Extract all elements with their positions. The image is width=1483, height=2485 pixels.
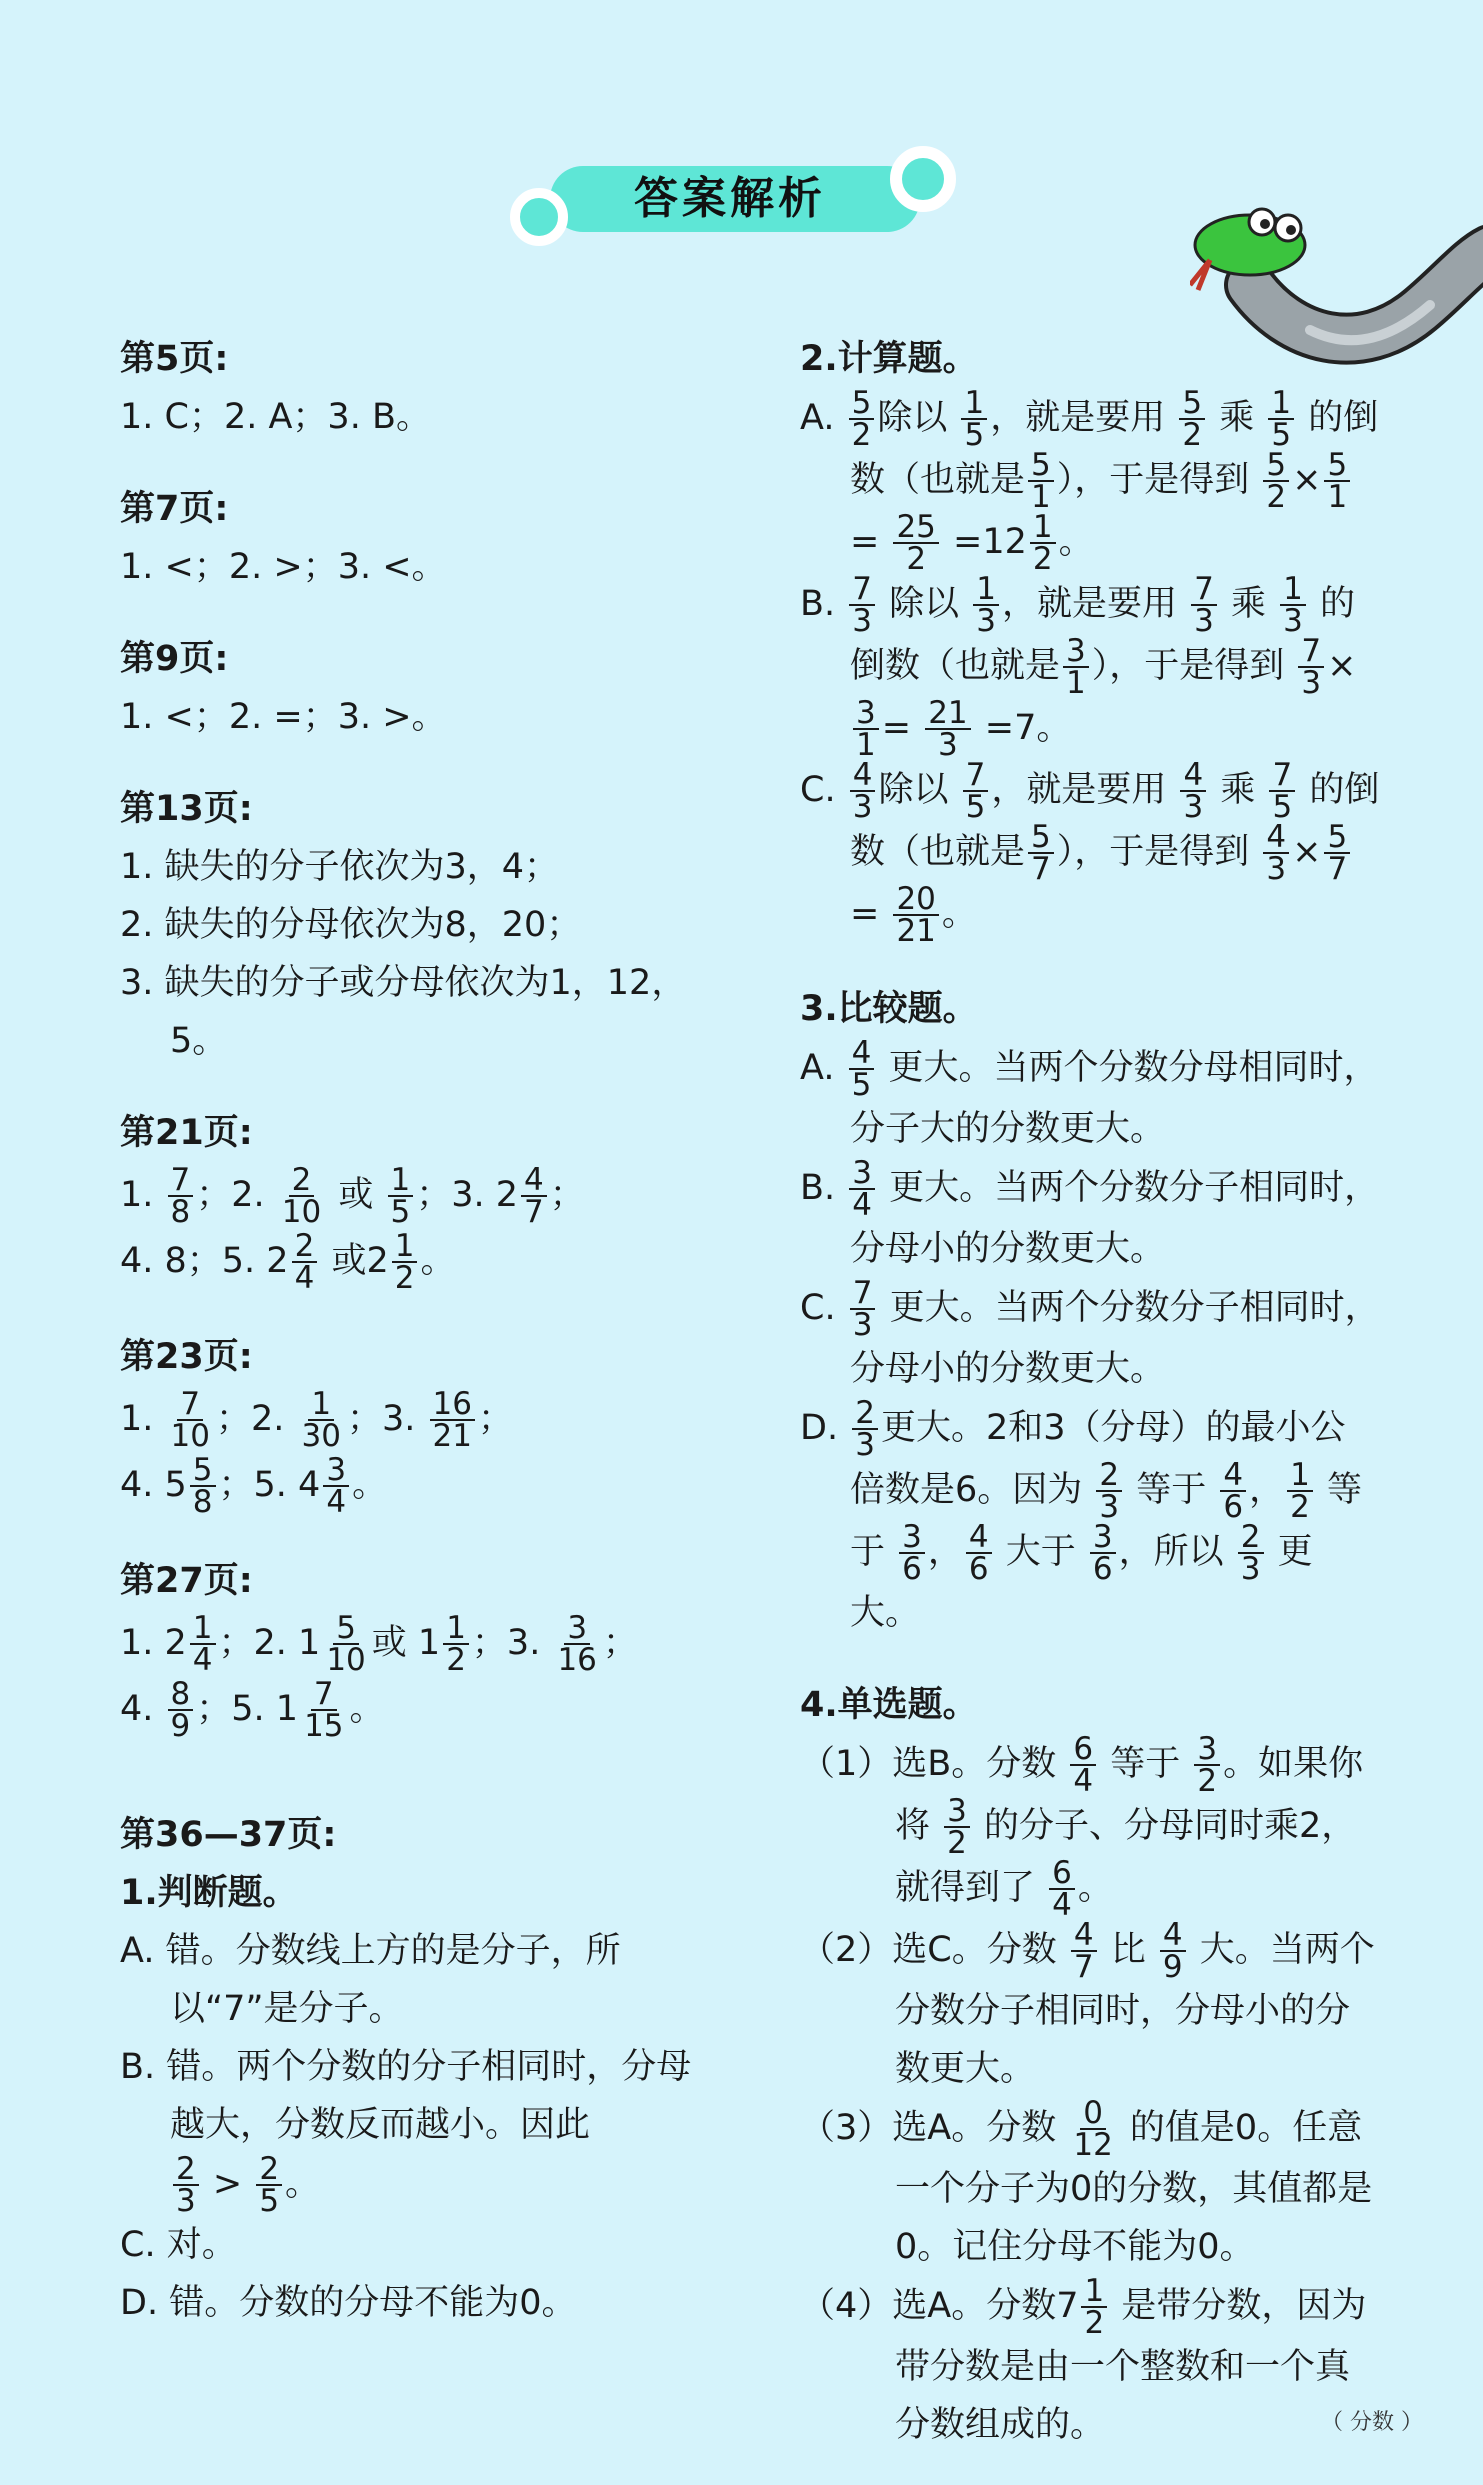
answer-page27-line2: 4. $\frac{8}{9}$ ；5. 1 $\frac{7}{15}$ 。 — [120, 1676, 385, 1744]
compare-c: C. $\frac{7}{3}$ 更大。当两个分数分子相同时，分母小的分数更大。 — [800, 1275, 1380, 1389]
answer-page7: 1. <；2. >；3. <。 — [120, 547, 447, 587]
answer-page23-line1: 1. $\frac{7}{10}$ ；2. $\frac{1}{30}$ ；3. $\frac{16}{21}$ ； — [120, 1386, 513, 1454]
answer-page13-3: 3. 缺失的分子或分母依次为1，12，5。 — [120, 963, 687, 1061]
answer-page5: 1. C；2. A；3. B。 — [120, 397, 431, 437]
calc-b: B. $\frac{7}{3}$ 除以 $\frac{1}{3}$ ，就是要用 $\frac{7}{3}$ 乘 $\frac{1}{3}$ 的倒数（也就是 $\frac{3}{1}$ ），于是得到 $\frac{7}{3}$ × $\frac{3}{1}$ = $\frac{21}{3}$ =7。 — [800, 571, 1357, 763]
answer-page13-2: 2. 缺失的分母依次为8，20； — [120, 905, 582, 945]
compare-b: B. $\frac{3}{4}$ 更大。当两个分数分子相同时，分母小的分数更大。 — [800, 1155, 1380, 1269]
judgement-c: C. 对。 — [120, 2225, 237, 2265]
compare-d: D. $\frac{2}{3}$ 更大。2和3（分母）的最小公倍数是6。因为 $\frac{2}{3}$ 等于 $\frac{4}{6}$ ， $\frac{1}{2}$ 等于 $\frac{3}{6}$ ， $\frac{4}{6}$ 大于 $\frac{3}{6}$ ，所以 $\frac{2}{3}$ 更大。 — [800, 1395, 1363, 1633]
heading-page13: 第13页: — [120, 789, 253, 829]
judgement-a: A. 错。分数线上方的是分子，所以“7”是分子。 — [120, 1931, 621, 2029]
heading-page27: 第27页: — [120, 1561, 253, 1601]
heading-page7: 第7页: — [120, 489, 229, 529]
page-footer: （ 分数 ） — [1321, 2410, 1423, 2435]
judgement-b: B. 错。两个分数的分子相同时，分母越大，分数反而越小。因此 — [120, 2047, 692, 2145]
answer-page27-line1: 1. 2 $\frac{1}{4}$ ；2. 1 $\frac{5}{10}$ 或 1 $\frac{1}{2}$ ；3. $\frac{3}{16}$ ； — [120, 1610, 638, 1678]
answer-page23-line2: 4. 5 $\frac{5}{8}$ ；5. 4 $\frac{3}{4}$ 。 — [120, 1452, 388, 1520]
answer-page21-line2: 4. 8；5. 2 $\frac{2}{4}$ 或2 $\frac{1}{2}$ 。 — [120, 1228, 456, 1296]
heading-page36-37: 第36—37页: — [120, 1815, 337, 1855]
choice-4: （4）选A。分数7 $\frac{1}{2}$ 是带分数，因为带分数是由一个整数和一个真分数组成的。 — [800, 2273, 1367, 2445]
calc-c: C. $\frac{4}{3}$ 除以 $\frac{7}{5}$ ，就是要用 $\frac{4}{3}$ 乘 $\frac{7}{5}$ 的倒数（也就是 $\frac{5}{7}$ ），于是得到 $\frac{4}{3}$ × $\frac{5}{7}$ = $\frac{20}{21}$ 。 — [800, 757, 1380, 949]
heading-single-choice: 4.单选题。 — [800, 1685, 978, 1725]
answer-page21-line1: 1. $\frac{7}{8}$ ；2. $\frac{2}{10}$ 或 $\frac{1}{5}$ ；3. 2 $\frac{4}{7}$ ； — [120, 1162, 585, 1230]
page-title: 答案解析 — [634, 173, 826, 224]
calc-a: A. $\frac{5}{2}$ 除以 $\frac{1}{5}$ ，就是要用 $\frac{5}{2}$ 乘 $\frac{1}{5}$ 的倒数（也就是 $\frac{5}{1}$ ），于是得到 $\frac{5}{2}$ × $\frac{5}{1}$ = $\frac{25}{2}$ =12 $\frac{1}{2}$ 。 — [800, 385, 1379, 577]
title-banner — [510, 158, 950, 240]
heading-page21: 第21页: — [120, 1113, 253, 1153]
left-column — [120, 330, 700, 2332]
choice-3: （3）选A。分数 $\frac{0}{12}$ 的值是0。任意一个分子为0的分数，其值都是0。记住分母不能为0。 — [800, 2095, 1373, 2267]
heading-calculation: 2.计算题。 — [800, 339, 978, 379]
answer-page9: 1. <；2. =；3. >。 — [120, 697, 447, 737]
heading-judgement: 1.判断题。 — [120, 1873, 298, 1913]
right-column — [800, 330, 1380, 2454]
answer-page13-1: 1. 缺失的分子依次为3，4； — [120, 847, 560, 887]
choice-2: （2）选C。分数 $\frac{4}{7}$ 比 $\frac{4}{9}$ 大。当两个分数分子相同时，分母小的分数更大。 — [800, 1917, 1375, 2089]
judgement-d: D. 错。分数的分母不能为0。 — [120, 2283, 577, 2323]
choice-1: （1）选B。分数 $\frac{6}{4}$ 等于 $\frac{3}{2}$ 。如果你将 $\frac{3}{2}$ 的分子、分母同时乘2，就得到了 $\frac{6}{4}$ 。 — [800, 1731, 1364, 1923]
heading-comparison: 3.比较题。 — [800, 989, 978, 1029]
compare-a: A. $\frac{4}{5}$ 更大。当两个分数分母相同时，分子大的分数更大。 — [800, 1035, 1379, 1149]
judgement-b-expr: $\frac{2}{3}$ > $\frac{2}{5}$ 。 — [120, 2154, 700, 2216]
heading-page9: 第9页: — [120, 639, 229, 679]
heading-page23: 第23页: — [120, 1337, 253, 1377]
heading-page5: 第5页: — [120, 339, 229, 379]
